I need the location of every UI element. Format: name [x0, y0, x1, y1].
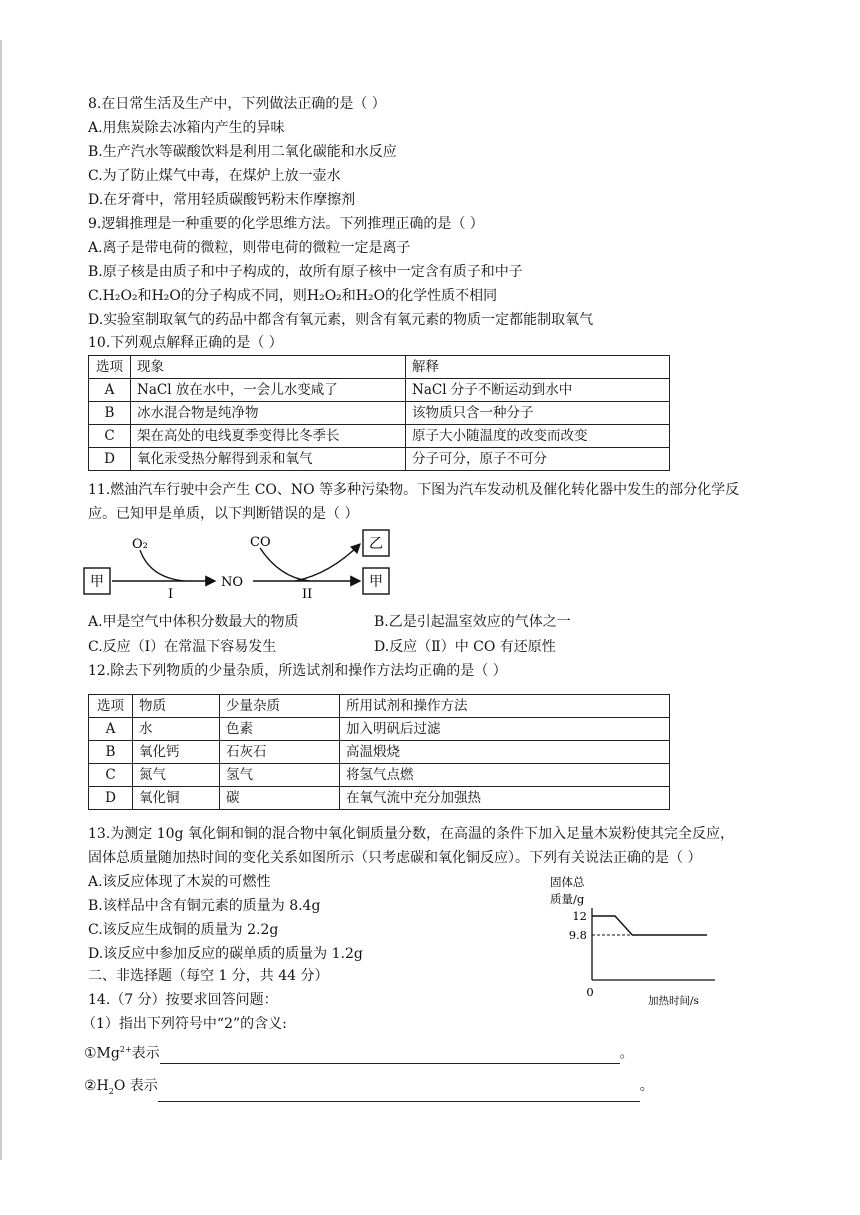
- table-cell: 将氢气点燃: [340, 764, 670, 787]
- q11-stem-line2: 应。已知甲是单质，以下判断错误的是（ ）: [88, 506, 359, 522]
- table-cell: A: [89, 379, 131, 402]
- table-row: [89, 448, 670, 471]
- table-row: [89, 718, 670, 741]
- q11-option-a: A.甲是空气中体积分数最大的物质: [88, 614, 299, 630]
- table-header-row: [89, 356, 670, 379]
- answer-blank-1[interactable]: [160, 1063, 620, 1064]
- table-row: [89, 764, 670, 787]
- no-label: NO: [221, 575, 244, 590]
- q11-option-c: C.反应（I）在常温下容易发生: [88, 639, 277, 655]
- q14-sub1: （1）指出下列符号中“2”的含义:: [82, 1016, 287, 1032]
- x-axis-label: 加热时间/s: [648, 995, 699, 1007]
- q13-option-a: A.该反应体现了木炭的可燃性: [88, 874, 271, 890]
- q9-stem: 9.逻辑推理是一种重要的化学思维方法。下列推理正确的是（ ）: [88, 216, 484, 232]
- q12-table: [88, 694, 670, 810]
- q9-option-b: B.原子核是由质子和中子构成的，故所有原子核中一定含有质子和中子: [88, 264, 523, 280]
- origin-label: 0: [586, 985, 594, 999]
- q11-option-d: D.反应（Ⅱ）中 CO 有还原性: [374, 639, 556, 655]
- table-header-row: [89, 695, 670, 718]
- q14-item1-end: 。: [619, 1045, 634, 1062]
- y-axis-label-line1: 固体总: [550, 875, 585, 889]
- q9-option-a: A.离子是带电荷的微粒，则带电荷的微粒一定是离子: [88, 240, 411, 256]
- o2-curve: [140, 550, 185, 581]
- table-header-cell: 选项: [89, 695, 133, 718]
- q14-item2-suffix: O 表示: [113, 1078, 158, 1094]
- table-cell: 冰水混合物是纯净物: [131, 402, 406, 425]
- q8-option-b: B.生产汽水等碳酸饮料是利用二氧化碳能和水反应: [88, 144, 397, 160]
- table-cell: 水: [133, 718, 220, 741]
- q14-item1-charge: 2+: [119, 1045, 132, 1054]
- q14-item1-suffix: 表示: [131, 1045, 160, 1062]
- table-cell: 高温煅烧: [340, 741, 670, 764]
- table-cell: C: [89, 764, 133, 787]
- q13-option-d: D.该反应中参加反应的碳单质的质量为 1.2g: [88, 946, 363, 962]
- table-cell: 氧化汞受热分解得到汞和氧气: [131, 448, 406, 471]
- table-cell: D: [89, 787, 133, 810]
- q11-option-b: B.乙是引起温室效应的气体之一: [374, 614, 571, 630]
- table-cell: 色素: [220, 718, 340, 741]
- mass-time-chart: [540, 868, 720, 1008]
- q9-option-d: D.实验室制取氧气的药品中都含有氧元素，则含有氧元素的物质一定都能制取氧气: [88, 312, 594, 328]
- q14-item2-subscript: 2: [108, 1086, 114, 1096]
- q8-stem: 8.在日常生活及生产中，下列做法正确的是（ ）: [88, 96, 386, 112]
- table-cell: 该物质只含一种分子: [406, 402, 670, 425]
- q8-option-c: C.为了防止煤气中毒，在煤炉上放一壶水: [88, 168, 341, 184]
- table-cell: B: [89, 741, 133, 764]
- section-two-heading: 二、非选择题（每空 1 分，共 44 分）: [88, 968, 329, 984]
- table-row: [89, 402, 670, 425]
- q9-option-c: C.H₂O₂和H₂O的分子构成不同，则H₂O₂和H₂O的化学性质不相同: [88, 288, 498, 304]
- table-cell: 原子大小随温度的改变而改变: [406, 425, 670, 448]
- table-cell: NaCl 放在水中，一会儿水变咸了: [131, 379, 406, 402]
- series-line: [592, 916, 707, 935]
- q12-stem: 12.除去下列物质的少量杂质，所选试剂和操作方法均正确的是（ ）: [88, 663, 507, 679]
- table-cell: 氢气: [220, 764, 340, 787]
- table-row: [89, 379, 670, 402]
- q13-stem-line2: 固体总质量随加热时间的变化关系如图所示（只考虑碳和氧化铜反应）。下列有关说法正确的是（ ）: [88, 850, 702, 866]
- table-cell: 碳: [220, 787, 340, 810]
- q10-stem: 10.下列观点解释正确的是（ ）: [88, 335, 283, 351]
- table-header-cell: 现象: [131, 356, 406, 379]
- q11-stem-line1: 11.燃油汽车行驶中会产生 CO、NO 等多种污染物。下图为汽车发动机及催化转化器中发生的部分化学反: [88, 482, 740, 498]
- branch-curve: [295, 544, 360, 581]
- table-header-cell: 选项: [89, 356, 131, 379]
- q13-option-c: C.该反应生成铜的质量为 2.2g: [88, 922, 279, 938]
- y-axis-label-line2: 质量/g: [550, 892, 585, 906]
- table-cell: NaCl 分子不断运动到水中: [406, 379, 670, 402]
- table-row: [89, 787, 670, 810]
- table-cell: 分子可分，原子不可分: [406, 448, 670, 471]
- table-cell: D: [89, 448, 131, 471]
- q14-item1: [84, 1040, 634, 1064]
- table-cell: 加入明矾后过滤: [340, 718, 670, 741]
- o2-label: O₂: [132, 537, 148, 552]
- table-cell: 在氧气流中充分加强热: [340, 787, 670, 810]
- step2-label: II: [302, 587, 313, 602]
- scan-edge: [0, 40, 2, 1160]
- y-tick-label-9-8: 9.8: [568, 928, 587, 942]
- table-cell: 架在高处的电线夏季变得比冬季长: [131, 425, 406, 448]
- table-header-cell: 所用试剂和操作方法: [340, 695, 670, 718]
- jia-right-label: 甲: [369, 574, 383, 590]
- q14-item2-prefix: ②H: [84, 1078, 109, 1094]
- table-cell: 氮气: [133, 764, 220, 787]
- table-cell: 石灰石: [220, 741, 340, 764]
- co-curve: [260, 548, 310, 581]
- table-cell: A: [89, 718, 133, 741]
- table-header-cell: 解释: [406, 356, 670, 379]
- q13-option-b: B.该样品中含有铜元素的质量为 8.4g: [88, 898, 321, 914]
- table-cell: 氧化铜: [133, 787, 220, 810]
- table-cell: B: [89, 402, 131, 425]
- step1-label: I: [168, 587, 174, 602]
- jia-left-label: 甲: [90, 574, 104, 590]
- table-cell: C: [89, 425, 131, 448]
- q10-table: [88, 355, 670, 471]
- table-row: [89, 741, 670, 764]
- table-header-cell: 物质: [133, 695, 220, 718]
- co-label: CO: [250, 535, 271, 550]
- q14-item1-prefix: ①Mg: [84, 1045, 120, 1062]
- table-cell: 氧化钙: [133, 741, 220, 764]
- table-header-cell: 少量杂质: [220, 695, 340, 718]
- q13-stem-line1: 13.为测定 10g 氧化铜和铜的混合物中氧化铜质量分数，在高温的条件下加入足量木炭粉使其完全反应，: [88, 826, 734, 842]
- yi-label: 乙: [369, 536, 383, 552]
- answer-blank-2[interactable]: [158, 1101, 640, 1102]
- q14-item2: [84, 1076, 654, 1102]
- reaction-diagram: [80, 528, 400, 604]
- q14-stem: 14.（7 分）按要求回答问题：: [88, 992, 278, 1008]
- table-row: [89, 425, 670, 448]
- q14-item2-end: 。: [639, 1078, 654, 1094]
- y-tick-label-12: 12: [572, 909, 587, 923]
- q8-option-d: D.在牙膏中，常用轻质碳酸钙粉末作摩擦剂: [88, 192, 356, 208]
- q8-option-a: A.用焦炭除去冰箱内产生的异味: [88, 120, 285, 136]
